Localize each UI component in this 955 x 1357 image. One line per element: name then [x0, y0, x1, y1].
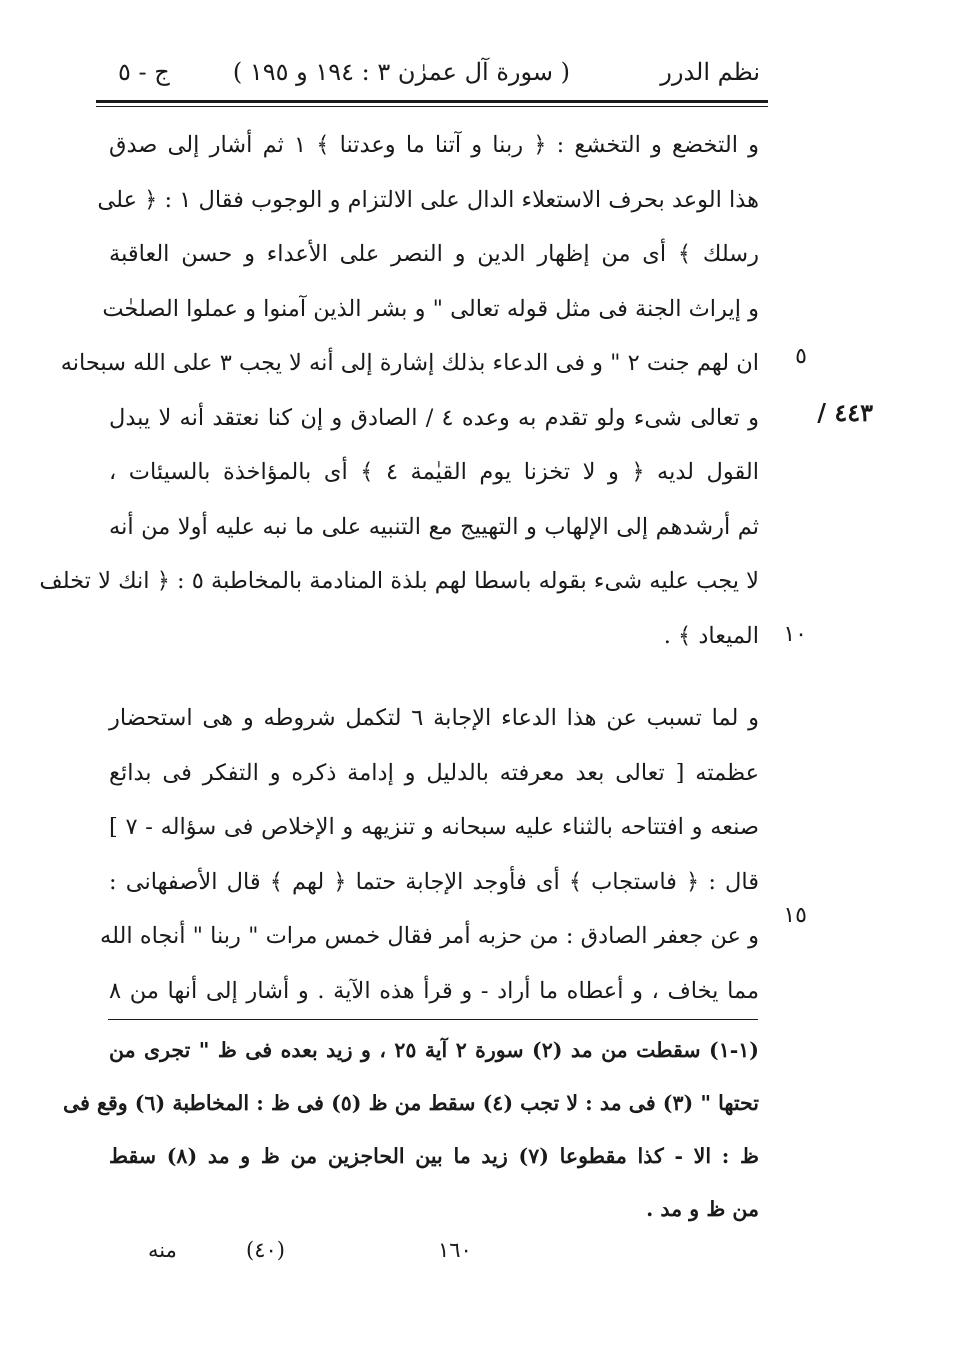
book-title: نظم الدرر — [660, 58, 760, 86]
text-line: عظمته [ تعالى بعد معرفته بالدليل و إدامة ذكره و التفكر فى بدائع — [109, 759, 759, 786]
line-number-15: ١٥ — [783, 903, 807, 928]
footnote-rule — [108, 1019, 758, 1020]
main-text — [39, 118, 760, 1018]
manuscript-folio-marker: ٤٤٣ / — [817, 398, 873, 427]
text-line: هذا الوعد بحرف الاستعلاء الدال على الالتزام و الوجوب فقال ١ : ﴿ على — [97, 186, 759, 213]
text-line: لا يجب عليه شىء بقوله باسطا لهم بلذة المنادمة بالمخاطبة ٥ : ﴿ انك لا تخلف — [39, 568, 759, 594]
footnote-line: من ظ و مد . — [646, 1197, 759, 1221]
text-line: مما يخاف ، و أعطاه ما أراد - و قرأ هذه الآية . و أشار إلى أنها من ٨ — [109, 977, 759, 1004]
footnote-line: ظ : الا - كذا مقطوعا (٧) زيد ما بين الحاجزين من ظ و مد (٨) سقط — [109, 1144, 760, 1168]
header-rule-thin — [96, 106, 768, 107]
footnote-line: تحتها " (٣) فى مد : لا تجب (٤) سقط من ظ (٥) فى ظ : المخاطبة (٦) وقع فى — [63, 1091, 759, 1115]
paragraph-gap — [109, 663, 759, 691]
header-rule-thick — [96, 100, 768, 103]
footnote-line: (١-١) سقطت من مد (٢) سورة ٢ آية ٢٥ ، و زيد بعده فى ظ " تجرى من — [109, 1038, 759, 1062]
text-line: صنعه و افتتاحه بالثناء عليه سبحانه و تنزيهه و الإخلاص فى سؤاله - ٧ ] — [109, 814, 759, 840]
text-line: و إيراث الجنة فى مثل قوله تعالى " و بشر الذين آمنوا و عملوا الصلحٰت — [102, 295, 759, 322]
page-number: ١٦٠ — [438, 1238, 472, 1262]
text-line: رسلك ﴾ أى من إظهار الدين و النصر على الأعداء و حسن العاقبة — [109, 241, 759, 267]
text-line: و تعالى شىء ولو تقدم به وعده ٤ / الصادق و إن كنا نعتقد أنه لا يبدل — [109, 404, 759, 431]
text-line: و عن جعفر الصادق : من حزبه أمر فقال خمس مرات " ربنا " أنجاه الله — [100, 923, 759, 949]
text-line: و لما تسبب عن هذا الدعاء الإجابة ٦ لتكمل شروطه و هى استحضار — [109, 705, 760, 731]
volume-number: ج - ٥ — [118, 58, 170, 86]
text-line: قال : ﴿ فاستجاب ﴾ أى فأوجد الإجابة حتما ﴿ لهم ﴾ قال الأصفهانى : — [109, 868, 759, 895]
line-number-5: ٥ — [795, 344, 807, 369]
running-header — [100, 52, 760, 96]
text-line: القول لديه ﴿ و لا تخزنا يوم القيٰمة ٤ ﴾ أى بالمؤاخذة بالسيئات ، — [109, 459, 759, 485]
surah-reference: ( سورة آل عمرٰن ٣ : ١٩٤ و ١٩٥ ) — [232, 58, 570, 86]
footnotes — [63, 1024, 760, 1236]
text-line: و التخضع و التخشع : ﴿ ربنا و آتنا ما وعدتنا ﴾ ١ ثم أشار إلى صدق — [109, 132, 760, 158]
catchword: منه — [148, 1238, 177, 1262]
text-line: ان لهم جنت ٢ " و فى الدعاء بذلك إشارة إلى أنه لا يجب ٣ على الله سبحانه — [60, 350, 759, 376]
line-number-10: ١٠ — [783, 622, 807, 647]
folio-number: (٤٠) — [246, 1238, 285, 1262]
text-line: الميعاد ﴾ . — [663, 622, 759, 649]
text-line: ثم أرشدهم إلى الإلهاب و التهييج مع التنبيه على ما نبه عليه أولا من أنه — [109, 513, 759, 540]
